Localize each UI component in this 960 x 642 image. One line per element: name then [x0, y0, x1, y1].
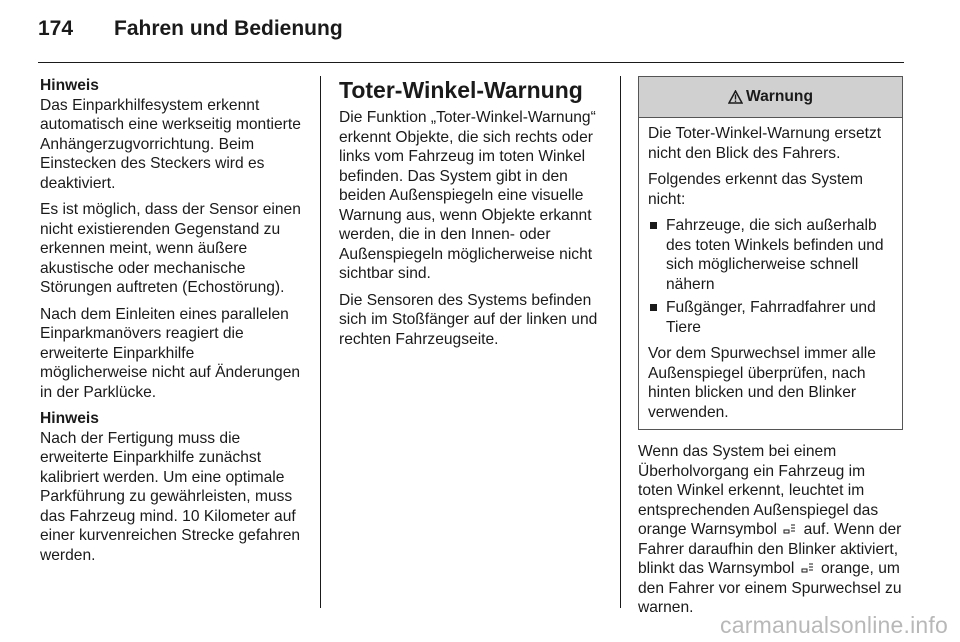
warning-bullet-text: Fußgänger, Fahrradfahrer und Tiere [666, 299, 876, 336]
warning-bullet-text: Fahrzeuge, die sich außerhalb des toten Winkels befinden und sich möglicherweise schnell nähern [666, 217, 884, 293]
note-1-title: Hinweis [40, 77, 99, 94]
warning-text-2: Folgendes erkennt das System nicht: [648, 171, 863, 208]
warning-text-3: Vor dem Spurwechsel immer alle Außenspiegel überprüfen, nach hinten blicken und den Blinker verwenden. [648, 345, 876, 421]
note-2-text: Nach der Fertigung muss die erweiterte Einparkhilfe zunächst kalibriert werden. Um eine optimale Parkführung zu gewährleisten, muss das Fahrzeug mind. 10 Kilometer auf einer kurvenreichen Strecke gefahren werden. [40, 429, 301, 564]
paragraph-function-description: Die Funktion „Toter-Winkel-Warnung“ erkennt Objekte, die sich rechts oder links vom Fahrzeug im toten Winkel befinden. Das System gibt in den beiden Außenspiegeln eine visuelle Warnung aus, wenn Objekte erkannt werden, die in den Innen- oder Außenspiegeln möglicherweise nicht sichtbar sind. [339, 109, 596, 282]
column-left [40, 76, 302, 572]
warning-box [638, 76, 903, 430]
note-2 [40, 409, 302, 565]
paragraph-part-2: auf. Wenn der Fahrer daraufhin den Blinker aktiviert, blinkt das Warnsymbol [638, 521, 902, 577]
paragraph-blind-spot-indicator [638, 442, 903, 618]
warning-body [639, 118, 902, 429]
blind-spot-warning-icon [801, 562, 815, 574]
note-2-title: Hinweis [40, 410, 99, 427]
warning-bullet-item [648, 298, 893, 337]
paragraph-sensor-location: Die Sensoren des Systems befinden sich im Stoßfänger auf der linken und rechten Fahrzeugseite. [339, 291, 598, 348]
paragraph-parallel-parking: Nach dem Einleiten eines parallelen Einparkmanövers reagiert die erweiterte Einparkhilfe möglicherweise nicht auf Änderungen in der Parklücke. [40, 305, 301, 401]
paragraph-part-3: orange, um den Fahrer vor einem Spurwechsel zu warnen. [638, 560, 902, 616]
page-header [38, 17, 343, 47]
column-divider-2 [620, 76, 621, 608]
warning-bullet-list [648, 216, 893, 337]
header-rule [38, 62, 904, 63]
section-title: Toter-Winkel-Warnung [339, 77, 583, 103]
page-number: 174 [38, 17, 74, 40]
column-divider-1 [320, 76, 321, 608]
warning-header [639, 77, 902, 118]
warning-title: Warnung [746, 88, 813, 106]
paragraph-part-1: Wenn das System bei einem Überholvorgang ein Fahrzeug im toten Winkel erkennt, leuchtet im entsprechenden Außenspiegel das orange Warnsymbol [638, 443, 879, 538]
column-right [638, 76, 903, 625]
column-middle [339, 76, 604, 356]
watermark: carmanualsonline.info [720, 612, 948, 638]
paragraph-echo-interference: Es ist möglich, dass der Sensor einen nicht existierenden Gegenstand zu erkennen meint, wenn äußere akustische oder mechanische Störungen auftreten (Echostörung). [40, 201, 301, 296]
note-1 [40, 76, 302, 193]
note-1-text: Das Einparkhilfesystem erkennt automatisch eine werkseitig montierte Anhängerzugvorrichtung. Beim Einstecken des Steckers wird es deaktiviert. [40, 96, 301, 192]
bullet-square-icon [650, 222, 657, 229]
warning-triangle-icon [728, 90, 743, 104]
blind-spot-warning-icon [783, 523, 797, 535]
warning-bullet-item [648, 216, 893, 294]
bullet-square-icon [650, 304, 657, 311]
warning-text-1: Die Toter-Winkel-Warnung ersetzt nicht den Blick des Fahrers. [648, 125, 882, 162]
page-header-title: Fahren und Bedienung [114, 17, 343, 40]
